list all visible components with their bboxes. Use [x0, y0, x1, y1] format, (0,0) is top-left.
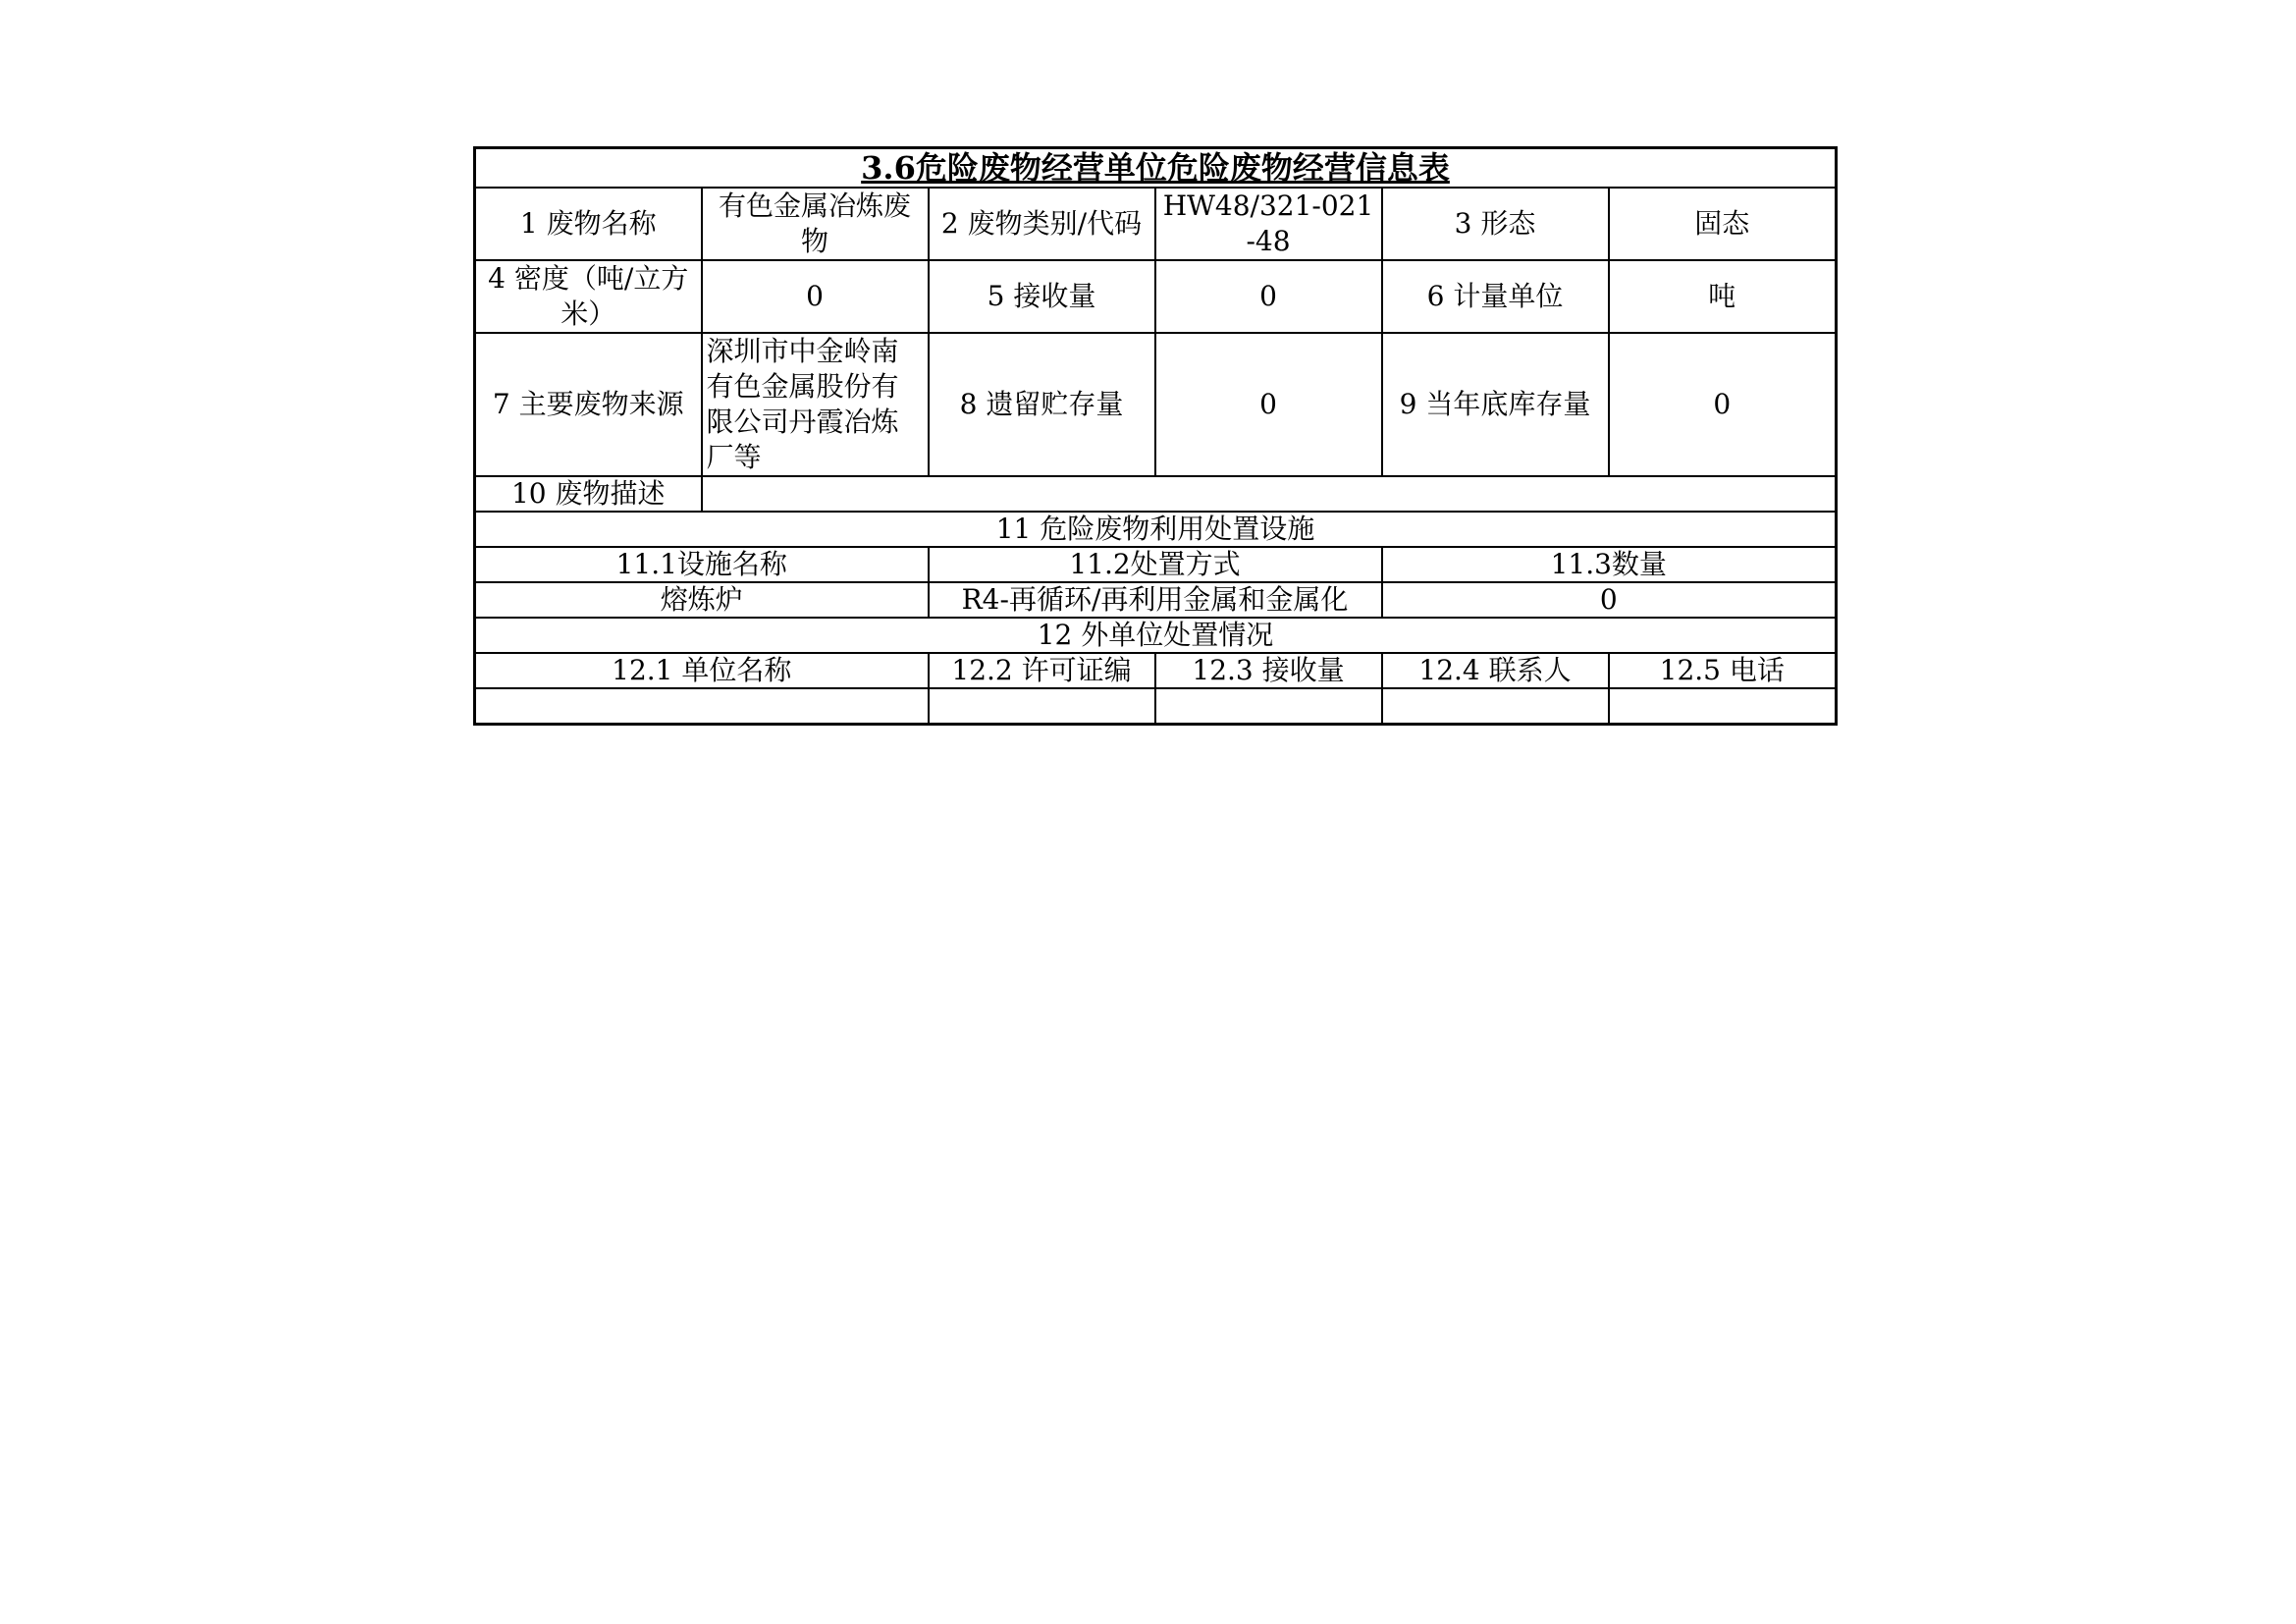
- waste-info-table: [473, 146, 1838, 726]
- facility-section-heading: 11 危险废物利用处置设施: [475, 512, 1837, 547]
- waste-category-label: 2 废物类别/代码: [929, 188, 1155, 260]
- table-title: 3.6危险废物经营单位危险废物经营信息表: [475, 148, 1837, 189]
- facility-method-cell: R4-再循环/再利用金属和金属化: [929, 582, 1382, 618]
- waste-source-label: 7 主要废物来源: [475, 333, 702, 476]
- waste-description-label: 10 废物描述: [475, 476, 702, 512]
- density-value: 0: [702, 260, 929, 333]
- year-end-stock-label: 9 当年底库存量: [1382, 333, 1609, 476]
- info-sheet: [473, 146, 1835, 745]
- waste-category-value: HW48/321-021-48: [1155, 188, 1382, 260]
- facility-name-cell: 熔炼炉: [475, 582, 929, 618]
- external-received-cell: [1155, 688, 1382, 725]
- facility-quantity-cell: 0: [1382, 582, 1837, 618]
- legacy-storage-value: 0: [1155, 333, 1382, 476]
- year-end-stock-value: 0: [1609, 333, 1837, 476]
- facility-method-header: 11.2处置方式: [929, 547, 1382, 582]
- received-amount-value: 0: [1155, 260, 1382, 333]
- external-section-heading: 12 外单位处置情况: [475, 618, 1837, 653]
- external-license-cell: [929, 688, 1155, 725]
- external-license-header: 12.2 许可证编: [929, 653, 1155, 688]
- external-contact-header: 12.4 联系人: [1382, 653, 1609, 688]
- external-phone-cell: [1609, 688, 1837, 725]
- legacy-storage-label: 8 遗留贮存量: [929, 333, 1155, 476]
- measure-unit-value: 吨: [1609, 260, 1837, 333]
- external-unit-cell: [475, 688, 929, 725]
- waste-name-value: 有色金属冶炼废物: [702, 188, 929, 260]
- waste-source-value: 深圳市中金岭南有色金属股份有限公司丹霞冶炼厂等: [702, 333, 929, 476]
- facility-quantity-header: 11.3数量: [1382, 547, 1837, 582]
- table-row: [475, 582, 1837, 618]
- waste-name-label: 1 废物名称: [475, 188, 702, 260]
- density-label: 4 密度（吨/立方米）: [475, 260, 702, 333]
- waste-form-label: 3 形态: [1382, 188, 1609, 260]
- external-phone-header: 12.5 电话: [1609, 653, 1837, 688]
- external-received-header: 12.3 接收量: [1155, 653, 1382, 688]
- measure-unit-label: 6 计量单位: [1382, 260, 1609, 333]
- waste-description-value: [702, 476, 1837, 512]
- facility-name-header: 11.1设施名称: [475, 547, 929, 582]
- external-contact-cell: [1382, 688, 1609, 725]
- received-amount-label: 5 接收量: [929, 260, 1155, 333]
- table-row: [475, 688, 1837, 725]
- waste-form-value: 固态: [1609, 188, 1837, 260]
- external-unit-header: 12.1 单位名称: [475, 653, 929, 688]
